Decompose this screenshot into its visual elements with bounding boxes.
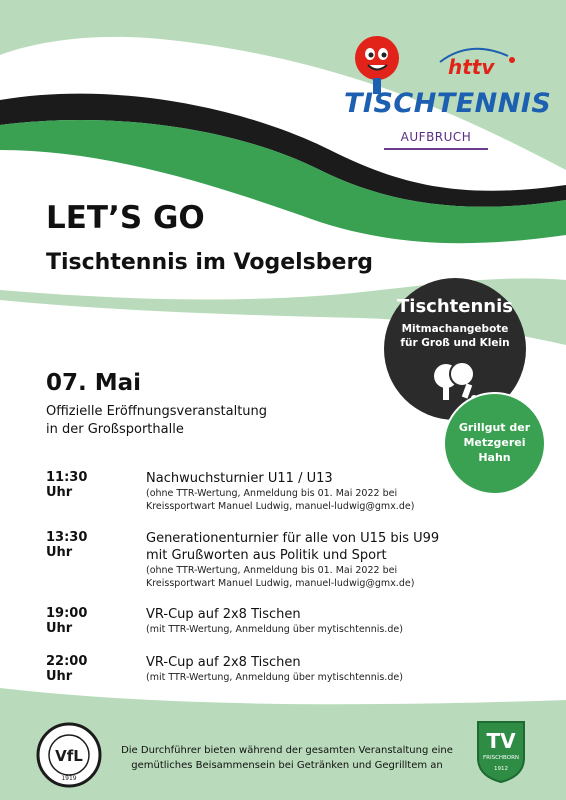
grill-badge-line3: Hahn (478, 451, 511, 464)
offer-badge-line1: Mitmachangebote (401, 323, 509, 335)
event-intro (46, 403, 346, 439)
tv-frischborn-logo (474, 718, 528, 784)
event-intro-line2: in der Großsporthalle (46, 422, 184, 437)
schedule-note-line2: Kreissportwart Manuel Ludwig, manuel-ludwig@gmx.de) (146, 501, 415, 512)
grill-badge-line1: Grillgut der (458, 421, 531, 434)
footer-note (114, 743, 460, 773)
schedule-note-line2: Kreissportwart Manuel Ludwig, manuel-ludwig@gmx.de) (146, 578, 415, 589)
tv-name: FRISCHBORN (482, 755, 520, 761)
schedule-time: 11:30 Uhr (46, 470, 88, 500)
httv-mark: httv (448, 55, 495, 79)
schedule-time: 19:00 Uhr (46, 606, 88, 636)
tv-letters: TV (486, 729, 516, 753)
offer-badge-line2: für Groß und Klein (400, 337, 510, 349)
offer-badge-title: Tischtennis (397, 296, 513, 317)
schedule-title: Nachwuchsturnier U11 / U13 (146, 471, 333, 486)
event-intro-line1: Offizielle Eröffnungsveranstaltung (46, 404, 268, 419)
subheadline: Tischtennis im Vogelsberg (46, 250, 374, 275)
schedule-title: VR-Cup auf 2x8 Tischen (146, 655, 301, 670)
schedule-time: 22:00 Uhr (46, 654, 88, 684)
grill-badge-line2: Metzgerei (463, 436, 526, 449)
schedule-note-line1: (ohne TTR-Wertung, Anmeldung bis 01. Mai 2022 bei (146, 488, 398, 499)
schedule-note: (mit TTR-Wertung, Anmeldung über mytischtennis.de) (146, 624, 403, 635)
vfl-letters: VfL (55, 747, 83, 765)
schedule-time: 13:30 Uhr (46, 530, 88, 560)
footer-note-line1: Die Durchführer bieten während der gesamten Veranstaltung eine (121, 745, 453, 756)
vfl-year: 1919 (61, 775, 77, 782)
schedule-title: VR-Cup auf 2x8 Tischen (146, 607, 301, 622)
tv-year: 1912 (494, 766, 508, 772)
schedule-note: (mit TTR-Wertung, Anmeldung über mytischtennis.de) (146, 672, 403, 683)
paddle-mascot-icon (340, 34, 530, 94)
vfl-club-logo (36, 722, 102, 788)
headline: LET’S GO (46, 200, 205, 236)
footer-note-line2: gemütliches Beisammensein bei Getränken und Gegrilltem an (131, 760, 443, 771)
brand-wordmark: TISCHTENNIS (344, 88, 552, 119)
event-date: 07. Mai (46, 370, 142, 396)
schedule-title-line1: Generationenturnier für alle von U15 bis U99 (146, 531, 440, 546)
schedule-note-line1: (ohne TTR-Wertung, Anmeldung bis 01. Mai 2022 bei (146, 565, 398, 576)
brand-subtitle: AUFBRUCH (384, 128, 488, 150)
schedule-title-line2: mit Grußworten aus Politik und Sport (146, 548, 387, 563)
